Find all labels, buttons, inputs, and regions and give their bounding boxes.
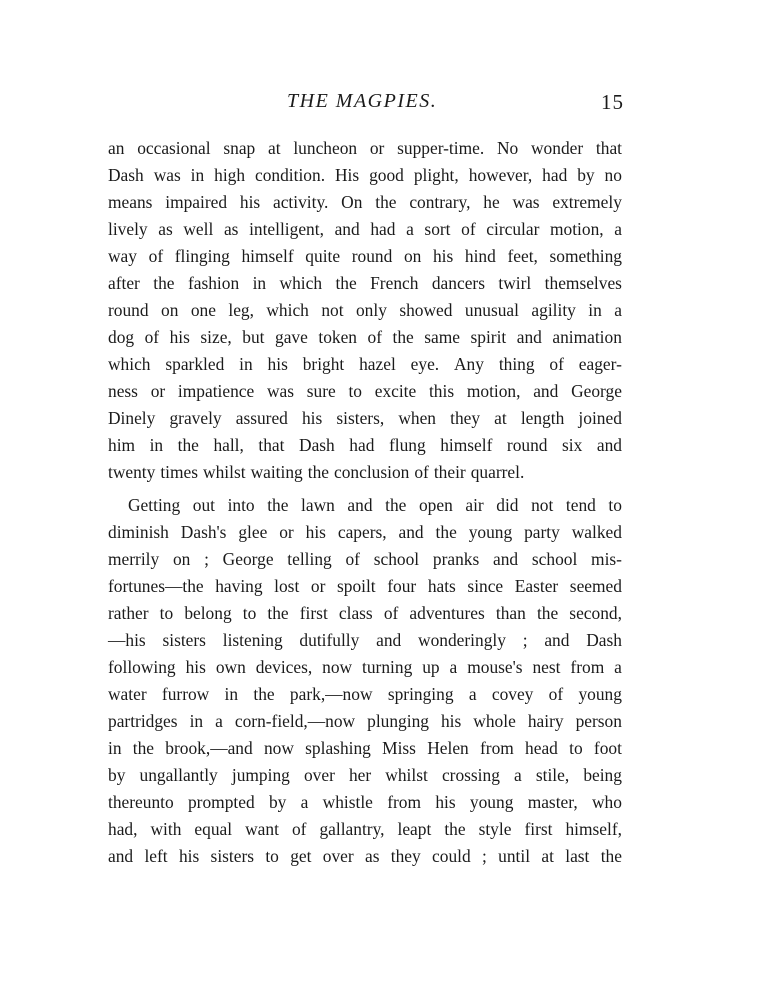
text-line: Dash was in high condition. His good plight, however, had by no <box>108 165 622 185</box>
text-line: thereunto prompted by a whistle from his young master, who <box>108 792 622 812</box>
text-line: had, with equal want of gallantry, leapt the style first himself, <box>108 819 622 839</box>
text-line: way of flinging himself quite round on his hind feet, something <box>108 246 622 266</box>
text-line: dog of his size, but gave token of the same spirit and animation <box>108 327 622 347</box>
text-line: him in the hall, that Dash had flung himself round six and <box>108 435 622 455</box>
text-line: in the brook,—and now splashing Miss Helen from head to foot <box>108 738 622 758</box>
text-line: —his sisters listening dutifully and wonderingly ; and Dash <box>108 630 622 650</box>
text-line: by ungallantly jumping over her whilst crossing a stile, being <box>108 765 622 785</box>
text-line: means impaired his activity. On the contrary, he was extremely <box>108 192 622 212</box>
paragraph <box>108 492 622 870</box>
text-line: an occasional snap at luncheon or supper-time. No wonder that <box>108 138 622 158</box>
text-line: Dinely gravely assured his sisters, when they at length joined <box>108 408 622 428</box>
text-line: partridges in a corn-field,—now plunging his whole hairy person <box>108 711 622 731</box>
paragraph <box>108 135 622 486</box>
text-line: after the fashion in which the French dancers twirl themselves <box>108 273 622 293</box>
text-line: lively as well as intelligent, and had a sort of circular motion, a <box>108 219 622 239</box>
page-number: 15 <box>601 90 624 114</box>
text-line: and left his sisters to get over as they could ; until at last the <box>108 846 622 866</box>
body-text <box>108 135 622 870</box>
text-line: merrily on ; George telling of school pranks and school mis- <box>108 549 622 569</box>
text-line: diminish Dash's glee or his capers, and the young party walked <box>108 522 622 542</box>
text-line: Getting out into the lawn and the open air did not tend to <box>128 495 622 515</box>
text-line: following his own devices, now turning up a mouse's nest from a <box>108 657 622 677</box>
text-line: twenty times whilst waiting the conclusion of their quarrel. <box>108 462 525 482</box>
text-line: ness or impatience was sure to excite this motion, and George <box>108 381 622 401</box>
running-title: THE MAGPIES. <box>287 90 438 112</box>
text-line: which sparkled in his bright hazel eye. Any thing of eager- <box>108 354 622 374</box>
text-line: water furrow in the park,—now springing a covey of young <box>108 684 622 704</box>
text-line: round on one leg, which not only showed unusual agility in a <box>108 300 622 320</box>
text-line: fortunes—the having lost or spoilt four hats since Easter seemed <box>108 576 622 596</box>
text-line: rather to belong to the first class of adventures than the second, <box>108 603 622 623</box>
running-head <box>0 90 761 120</box>
